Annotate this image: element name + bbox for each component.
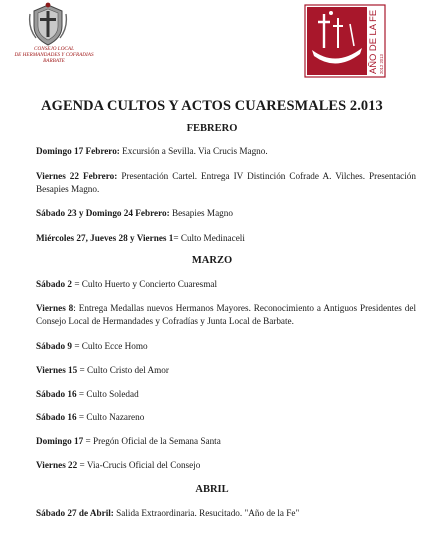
entry-date: Sábado 9 [36, 341, 73, 351]
council-line: BARBATE [43, 58, 65, 64]
agenda-entry [36, 340, 416, 353]
month-march: MARZO [191, 255, 233, 266]
agenda-entry [36, 459, 416, 472]
entry-date: Domingo 17 Febrero: [36, 146, 120, 156]
entry-text: = Culto Soledad [76, 389, 139, 399]
logo-years: 2012 2013 [379, 54, 384, 74]
entry-text: Presentación Cartel. Entrega IV Distinción Cofrade A. Vilches. Presentación Besapies Magno. [36, 171, 416, 194]
entry-date: Viernes 15 [36, 365, 78, 375]
entry-date: Viernes 8 [36, 303, 74, 313]
agenda-entry [36, 364, 416, 377]
entry-text: = Culto Nazareno [76, 412, 145, 422]
entry-date: Sábado 27 de Abril: [36, 508, 114, 518]
entry-date: Miércoles 27, Jueves 28 y Viernes 1 [36, 233, 174, 243]
council-line: DE HERMANDADES Y COFRADIAS [14, 52, 94, 58]
agenda-title: AGENDA CULTOS Y ACTOS CUARESMALES 2.013 [41, 98, 383, 114]
entry-date: Domingo 17 [36, 436, 84, 446]
entry-text: = Culto Cristo del Amor [77, 365, 169, 375]
agenda-entry [36, 507, 416, 520]
agenda-entry [36, 207, 416, 220]
council-caption [4, 46, 104, 64]
entry-text: : Entrega Medallas nuevos Hermanos Mayores. Reconocimiento a Antiguos Presidentes del Consejo Local de Hermandades y Cofradías y Junta Local de Barbate. [36, 303, 417, 326]
entry-date: Sábado 16 [36, 389, 77, 399]
entry-text: = Culto Medinaceli [173, 233, 245, 243]
crest-icon [28, 2, 68, 48]
entry-text: = Via-Crucis Oficial del Consejo [77, 460, 201, 470]
agenda-entry [36, 145, 416, 158]
council-line: CONSEJO LOCAL [34, 46, 74, 52]
entry-text: = Culto Huerto y Concierto Cuaresmal [72, 279, 218, 289]
logo-title: AÑO DE LA FE [367, 9, 378, 74]
agenda-entry [36, 411, 416, 424]
agenda-entry [36, 388, 416, 401]
agenda-entry [36, 278, 416, 291]
entry-date: Viernes 22 [36, 460, 78, 470]
agenda-entry [36, 232, 416, 245]
entry-date: Sábado 2 [36, 279, 73, 289]
month-april: ABRIL [195, 484, 229, 495]
entry-date: Sábado 16 [36, 412, 77, 422]
entry-text: = Culto Ecce Homo [72, 341, 148, 351]
entry-text: = Pregón Oficial de la Semana Santa [83, 436, 221, 446]
agenda-entry [36, 435, 416, 448]
month-february: FEBRERO [186, 123, 238, 134]
agenda-entry [36, 170, 416, 195]
entry-date: Viernes 22 Febrero: [36, 171, 118, 181]
year-of-faith-logo [304, 4, 386, 78]
entry-date: Sábado 23 y Domingo 24 Febrero: [36, 208, 170, 218]
entry-text: Excursión a Sevilla. Via Crucis Magno. [119, 146, 268, 156]
entry-text: Besapies Magno [169, 208, 233, 218]
entry-text: Salida Extraordinaria. Resucitado. "Año de la Fe" [113, 508, 300, 518]
agenda-entry [36, 302, 416, 327]
